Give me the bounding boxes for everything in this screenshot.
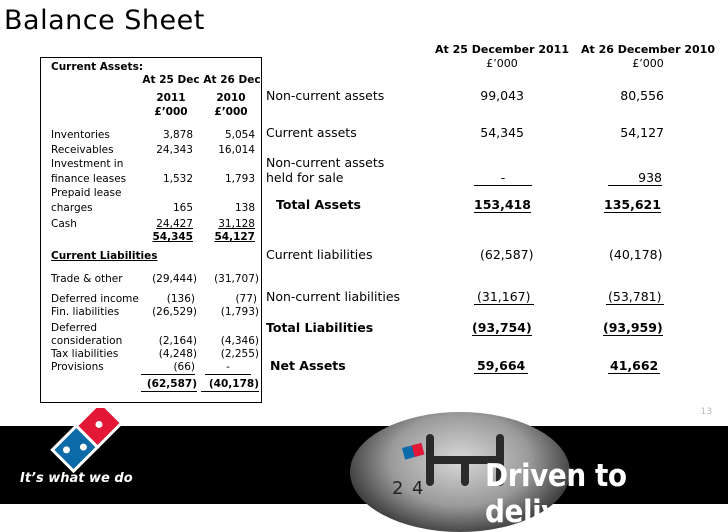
liab-value-2010: (31,707) — [214, 273, 259, 285]
liab-value-2010: (2,255) — [220, 348, 259, 360]
knob-number-2: 2 — [392, 478, 404, 499]
liab-value-2011: (136) — [166, 293, 195, 305]
row-label: Current assets — [266, 125, 357, 140]
mini-domino-icon — [402, 443, 424, 460]
liab-value-2010: - — [205, 361, 251, 375]
row-label: Cash — [51, 218, 77, 230]
liab-row-label: Deferred — [51, 322, 98, 334]
slogan-text: Driven to deliver — [485, 458, 627, 530]
value-2010: 54,127 — [620, 125, 664, 140]
liab-row-label: Trade & other — [51, 273, 123, 285]
value-2010: 41,662 — [610, 358, 659, 373]
value-2011: (62,587) — [480, 247, 534, 262]
row-label: Total Assets — [276, 197, 361, 212]
row-label: Non-current assets — [266, 155, 385, 170]
col2-header-unit: £’000 — [632, 57, 664, 70]
current-items-panel — [40, 57, 262, 403]
row-value-2010: 1,793 — [224, 173, 255, 185]
liab-row-label: Deferred income — [51, 293, 139, 305]
row-label: Current liabilities — [266, 247, 373, 262]
col2-header-date: At 26 December 2010 — [581, 43, 715, 56]
liab-value-2011: (26,529) — [152, 306, 197, 318]
value-2011: 153,418 — [474, 197, 531, 212]
value-2011: (31,167) — [474, 289, 534, 305]
liab-value-2011: (29,444) — [152, 273, 197, 285]
row-label: Total Liabilities — [266, 320, 374, 335]
row-label: Inventories — [51, 129, 110, 141]
value-2010: (40,178) — [609, 247, 663, 262]
row-label: Non-current assets — [266, 88, 385, 103]
cl-total-2010: (40,178) — [201, 378, 259, 392]
cl-total-2011: (62,587) — [141, 378, 197, 392]
row-value-2011: 1,532 — [162, 173, 193, 185]
col1-head-date: At 25 Dec — [142, 74, 200, 86]
liab-value-2011: (2,164) — [158, 335, 197, 347]
liab-row-label: Provisions — [51, 361, 104, 373]
col1-header-date: At 25 December 2011 — [435, 43, 569, 56]
row-label: Receivables — [51, 144, 114, 156]
current-liabilities-heading: Current Liabilities — [51, 250, 158, 262]
liab-value-2011: (4,248) — [158, 348, 197, 360]
value-2011: (93,754) — [472, 320, 532, 335]
col2-head-date: At 26 Dec — [203, 74, 261, 86]
dominos-logo-icon — [40, 408, 140, 474]
ca-total-2010: 54,127 — [214, 231, 255, 243]
value-2010: (93,959) — [603, 320, 663, 335]
value-2011: 99,043 — [480, 88, 524, 103]
knob-number-4: 4 — [412, 478, 424, 499]
row-label: Investment in — [51, 158, 124, 170]
row-label: finance leases — [51, 173, 127, 185]
liab-value-2011: (66) — [141, 361, 195, 375]
liab-value-2010: (4,346) — [220, 335, 259, 347]
row-value-2011: 24,427 — [156, 218, 193, 230]
value-2010: 938 — [608, 170, 662, 186]
col1-head-unit: £’000 — [154, 106, 188, 118]
value-2011: 54,345 — [480, 125, 524, 140]
page-number: 13 — [700, 407, 712, 417]
row-label: Net Assets — [270, 358, 346, 373]
row-value-2010: 138 — [234, 202, 255, 214]
row-value-2010: 16,014 — [218, 144, 255, 156]
row-value-2011: 24,343 — [156, 144, 193, 156]
page-title: Balance Sheet — [4, 5, 205, 36]
ca-total-2011: 54,345 — [152, 231, 193, 243]
value-2010: (53,781) — [608, 289, 662, 304]
row-label-line2: held for sale — [266, 170, 344, 185]
liab-row-label: consideration — [51, 335, 123, 347]
tagline-text: It’s what we do — [20, 471, 133, 486]
col2-head-unit: £’000 — [214, 106, 248, 118]
row-value-2010: 31,128 — [218, 218, 255, 230]
liab-value-2010: (77) — [235, 293, 257, 305]
col2-header — [578, 43, 718, 71]
liab-value-2010: (1,793) — [220, 306, 259, 318]
value-2011: 59,664 — [474, 358, 528, 374]
row-value-2010: 5,054 — [224, 129, 255, 141]
liab-row-label: Fin. liabilities — [51, 306, 120, 318]
value-2010: 80,556 — [620, 88, 664, 103]
liab-row-label: Tax liabilities — [51, 348, 119, 360]
value-2011: - — [474, 170, 532, 186]
col1-header — [432, 43, 572, 71]
col2-head-year: 2010 — [216, 92, 246, 104]
current-assets-heading: Current Assets: — [51, 61, 144, 73]
col1-head-year: 2011 — [156, 92, 186, 104]
row-value-2011: 165 — [172, 202, 193, 214]
row-label: Prepaid lease — [51, 187, 122, 199]
row-value-2011: 3,878 — [162, 129, 193, 141]
row-label: Non-current liabilities — [266, 289, 401, 304]
row-label: charges — [51, 202, 93, 214]
value-2010: 135,621 — [604, 197, 661, 212]
col1-header-unit: £’000 — [486, 57, 518, 70]
